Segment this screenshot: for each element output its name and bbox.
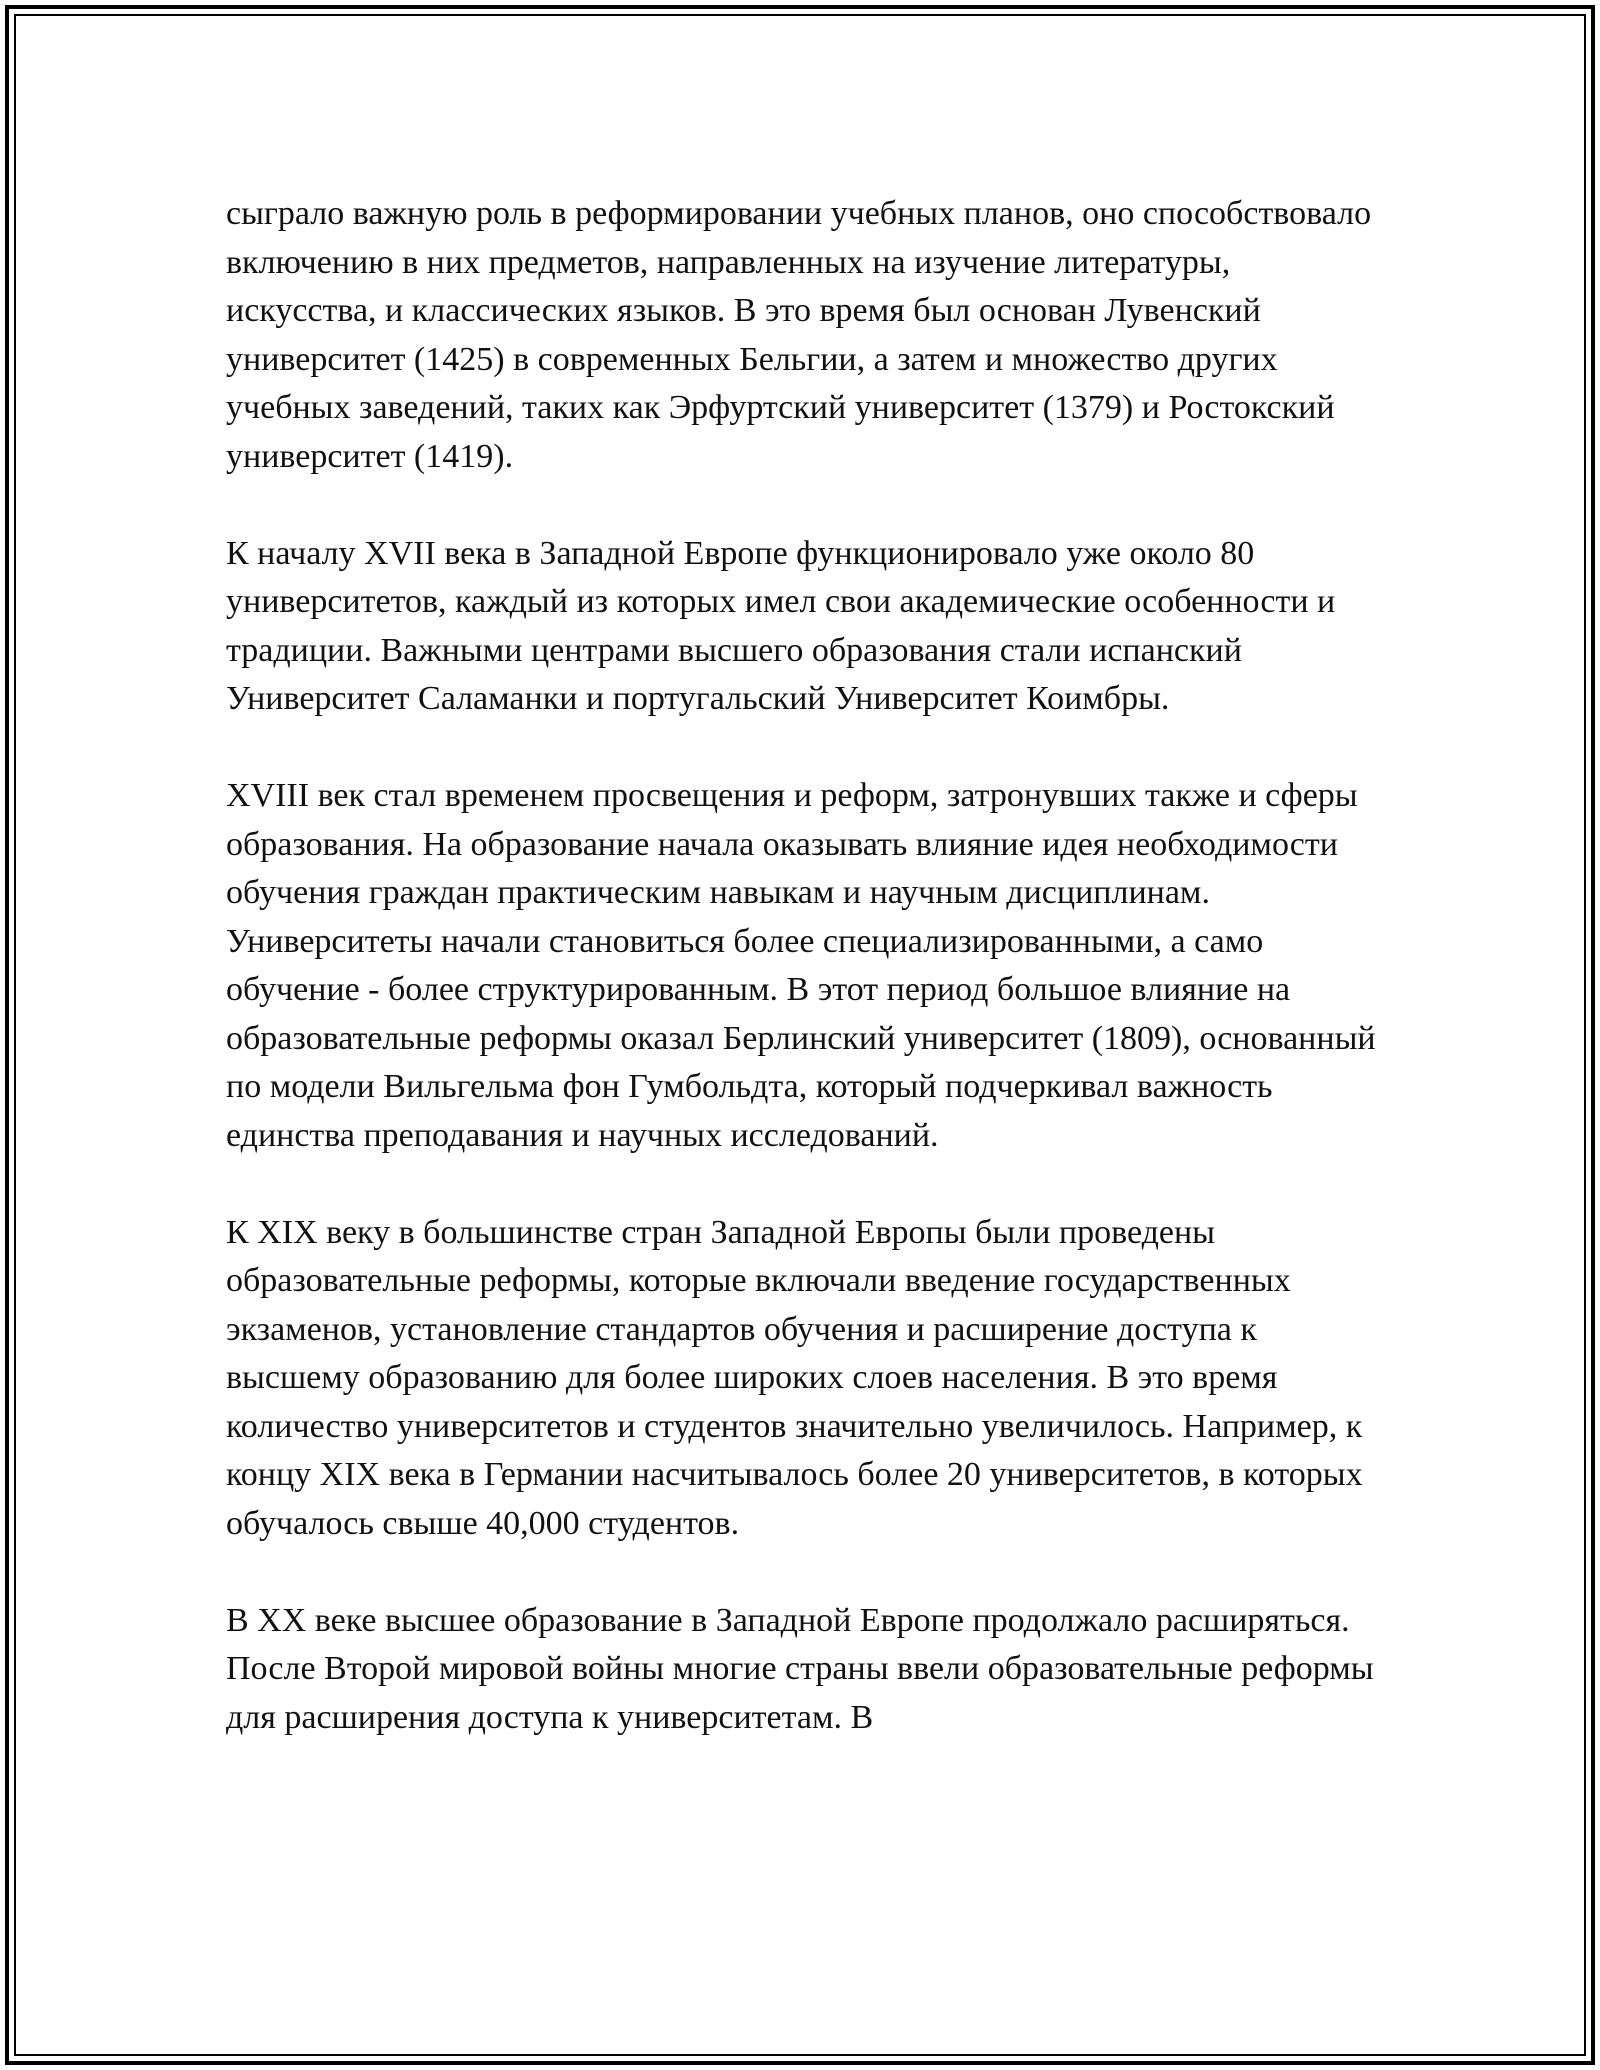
paragraph-5: В XX веке высшее образование в Западной Европе продолжало расширяться. После Второй мировой войны многие страны ввели образовательные реформы для расширения доступа к университетам. В [226,1601,1374,1736]
paragraph-4: К XIX веку в большинстве стран Западной Европы были проведены образовательные реформы, которые включали введение государственных экзаменов, установление стандартов обучения и расширение доступа к высшему образованию для более широких слоев населения. В это время количество университетов и студентов значительно увеличилось. Например, к концу XIX века в Германии насчитывалось более 20 университетов, в которых обучалось свыше 40,000 студентов. [226,1213,1363,1542]
paragraph-2: К началу XVII века в Западной Европе функционировало уже около 80 университетов, каждый из которых имел свои академические особенности и традиции. Важными центрами высшего образования стали испанский Университет Саламанки и португальский Университет Коимбры. [226,534,1336,717]
paragraph-1: сыграло важную роль в реформировании учебных планов, оно способствовало включению в них предметов, направленных на изучение литературы, искусства, и классических языков. В это время был основан Лувенский университет (1425) в современных Бельгии, а затем и множество других учебных заведений, таких как Эрфуртский университет (1379) и Ростокский университет (1419). [226,195,1372,475]
document-body [226,190,1386,1742]
paragraph-3: XVIII век стал временем просвещения и реформ, затронувших также и сферы образования. На образование начала оказывать влияние идея необходимости обучения граждан практическим навыкам и научным дисциплинам. Университеты начали становиться более специализированными, а само обучение - более структурированным. В этот период большое влияние на образовательные реформы оказал Берлинский университет (1809), основанный по модели Вильгельма фон Гумбольдта, который подчеркивал важность единства преподавания и научных исследований. [226,777,1376,1154]
